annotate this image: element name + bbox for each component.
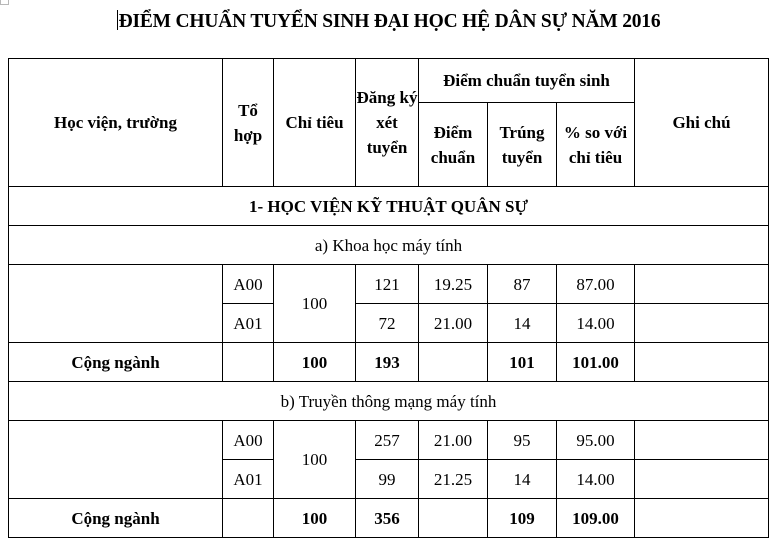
header-group: Điểm chuẩn tuyển sinh xyxy=(419,59,635,103)
note-cell xyxy=(635,421,769,460)
cutoff-cell: 21.00 xyxy=(419,304,488,343)
major-name: a) Khoa học máy tính xyxy=(9,226,769,265)
combo-cell: A00 xyxy=(223,265,274,304)
header-cutoff: Điểm chuẩn xyxy=(419,103,488,187)
header-row xyxy=(9,59,769,103)
total-quota: 100 xyxy=(274,499,356,538)
percent-cell: 14.00 xyxy=(557,460,635,499)
note-cell xyxy=(635,304,769,343)
combo-cell: A01 xyxy=(223,460,274,499)
quota-cell: 100 xyxy=(274,265,356,343)
header-percent: % so với chỉ tiêu xyxy=(557,103,635,187)
cutoff-cell: 21.00 xyxy=(419,421,488,460)
total-label: Cộng ngành xyxy=(9,343,223,382)
total-row xyxy=(9,343,769,382)
total-note xyxy=(635,343,769,382)
combo-cell: A00 xyxy=(223,421,274,460)
note-cell xyxy=(635,265,769,304)
total-cutoff xyxy=(419,343,488,382)
admitted-cell: 14 xyxy=(488,460,557,499)
total-admitted: 101 xyxy=(488,343,557,382)
cutoff-cell: 19.25 xyxy=(419,265,488,304)
total-registered: 356 xyxy=(356,499,419,538)
percent-cell: 87.00 xyxy=(557,265,635,304)
registered-cell: 99 xyxy=(356,460,419,499)
major-row xyxy=(9,382,769,421)
school-cell xyxy=(9,265,223,343)
total-row xyxy=(9,499,769,538)
section-title: 1- HỌC VIỆN KỸ THUẬT QUÂN SỰ xyxy=(9,187,769,226)
registered-cell: 121 xyxy=(356,265,419,304)
header-school: Học viện, trường xyxy=(9,59,223,187)
combo-cell: A01 xyxy=(223,304,274,343)
registered-cell: 257 xyxy=(356,421,419,460)
total-note xyxy=(635,499,769,538)
note-cell xyxy=(635,460,769,499)
section-row xyxy=(9,187,769,226)
header-admitted: Trúng tuyển xyxy=(488,103,557,187)
cutoff-cell: 21.25 xyxy=(419,460,488,499)
admission-table xyxy=(8,58,769,538)
total-combo xyxy=(223,499,274,538)
admitted-cell: 95 xyxy=(488,421,557,460)
total-cutoff xyxy=(419,499,488,538)
total-admitted: 109 xyxy=(488,499,557,538)
admitted-cell: 87 xyxy=(488,265,557,304)
total-quota: 100 xyxy=(274,343,356,382)
percent-cell: 95.00 xyxy=(557,421,635,460)
school-cell xyxy=(9,421,223,499)
header-note: Ghi chú xyxy=(635,59,769,187)
table-row xyxy=(9,421,769,460)
total-percent: 101.00 xyxy=(557,343,635,382)
admitted-cell: 14 xyxy=(488,304,557,343)
header-combo: Tổ hợp xyxy=(223,59,274,187)
header-quota: Chỉ tiêu xyxy=(274,59,356,187)
registered-cell: 72 xyxy=(356,304,419,343)
header-registered: Đăng ký xét tuyển xyxy=(356,59,419,187)
document-title[interactable] xyxy=(0,10,777,33)
total-registered: 193 xyxy=(356,343,419,382)
major-row xyxy=(9,226,769,265)
major-name: b) Truyền thông mạng máy tính xyxy=(9,382,769,421)
total-combo xyxy=(223,343,274,382)
text-cursor xyxy=(117,10,118,30)
total-percent: 109.00 xyxy=(557,499,635,538)
page-corner-mark xyxy=(0,0,9,5)
quota-cell: 100 xyxy=(274,421,356,499)
document-title-text: ĐIỂM CHUẨN TUYỂN SINH ĐẠI HỌC HỆ DÂN SỰ NĂM 2016 xyxy=(118,11,661,32)
percent-cell: 14.00 xyxy=(557,304,635,343)
table-row xyxy=(9,265,769,304)
total-label: Cộng ngành xyxy=(9,499,223,538)
